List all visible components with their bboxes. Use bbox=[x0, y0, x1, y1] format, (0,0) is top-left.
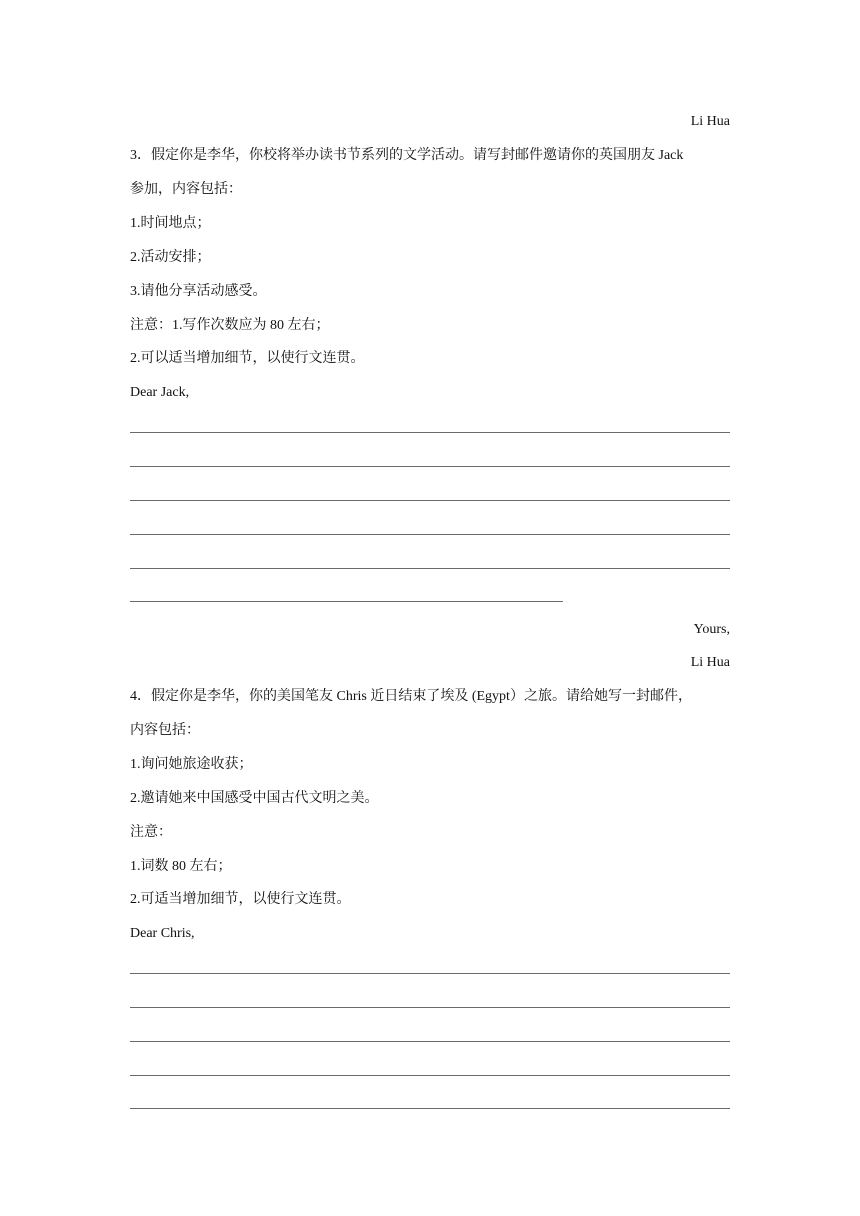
q4-prompt-line2: 内容包括： bbox=[130, 723, 200, 738]
q4-writing-line[interactable] bbox=[130, 1007, 730, 1008]
q3-writing-line[interactable] bbox=[130, 601, 563, 602]
q4-point-2: 2.邀请她来中国感受中国古代文明之美。 bbox=[130, 791, 379, 806]
q3-closing: Yours, bbox=[693, 622, 730, 637]
q3-point-1: 1.时间地点； bbox=[130, 216, 211, 231]
q4-note-1: 1.词数 80 左右； bbox=[130, 859, 232, 874]
q4-writing-line[interactable] bbox=[130, 1041, 730, 1042]
q3-point-2: 2.活动安排； bbox=[130, 250, 211, 265]
q3-prompt-line1: 3．假定你是李华，你校将举办读书节系列的文学活动。请写封邮件邀请你的英国朋友 Jack bbox=[130, 148, 684, 163]
q3-salutation: Dear Jack, bbox=[130, 385, 190, 400]
q3-writing-line[interactable] bbox=[130, 534, 730, 535]
q4-writing-line[interactable] bbox=[130, 1108, 730, 1109]
q4-note-label: 注意： bbox=[130, 825, 172, 840]
q3-prompt-line2: 参加，内容包括： bbox=[130, 182, 242, 197]
q4-prompt-line1: 4．假定你是李华，你的美国笔友 Chris 近日结束了埃及 (Egypt）之旅。请给她写一封邮件， bbox=[130, 689, 692, 704]
q4-writing-line[interactable] bbox=[130, 973, 730, 974]
q3-writing-line[interactable] bbox=[130, 466, 730, 467]
q3-note-1: 注意：1.写作次数应为 80 左右； bbox=[130, 318, 330, 333]
q3-signature: Li Hua bbox=[690, 655, 730, 670]
q3-note-2: 2.可以适当增加细节，以使行文连贯。 bbox=[130, 351, 365, 366]
q4-salutation: Dear Chris, bbox=[130, 926, 195, 941]
q3-point-3: 3.请他分享活动感受。 bbox=[130, 284, 267, 299]
q4-writing-line[interactable] bbox=[130, 1075, 730, 1076]
q4-point-1: 1.询问她旅途收获； bbox=[130, 757, 253, 772]
q3-writing-line[interactable] bbox=[130, 568, 730, 569]
q3-writing-line[interactable] bbox=[130, 432, 730, 433]
q3-writing-line[interactable] bbox=[130, 500, 730, 501]
prev-signature: Li Hua bbox=[690, 114, 730, 129]
q4-note-2: 2.可适当增加细节，以使行文连贯。 bbox=[130, 892, 351, 907]
